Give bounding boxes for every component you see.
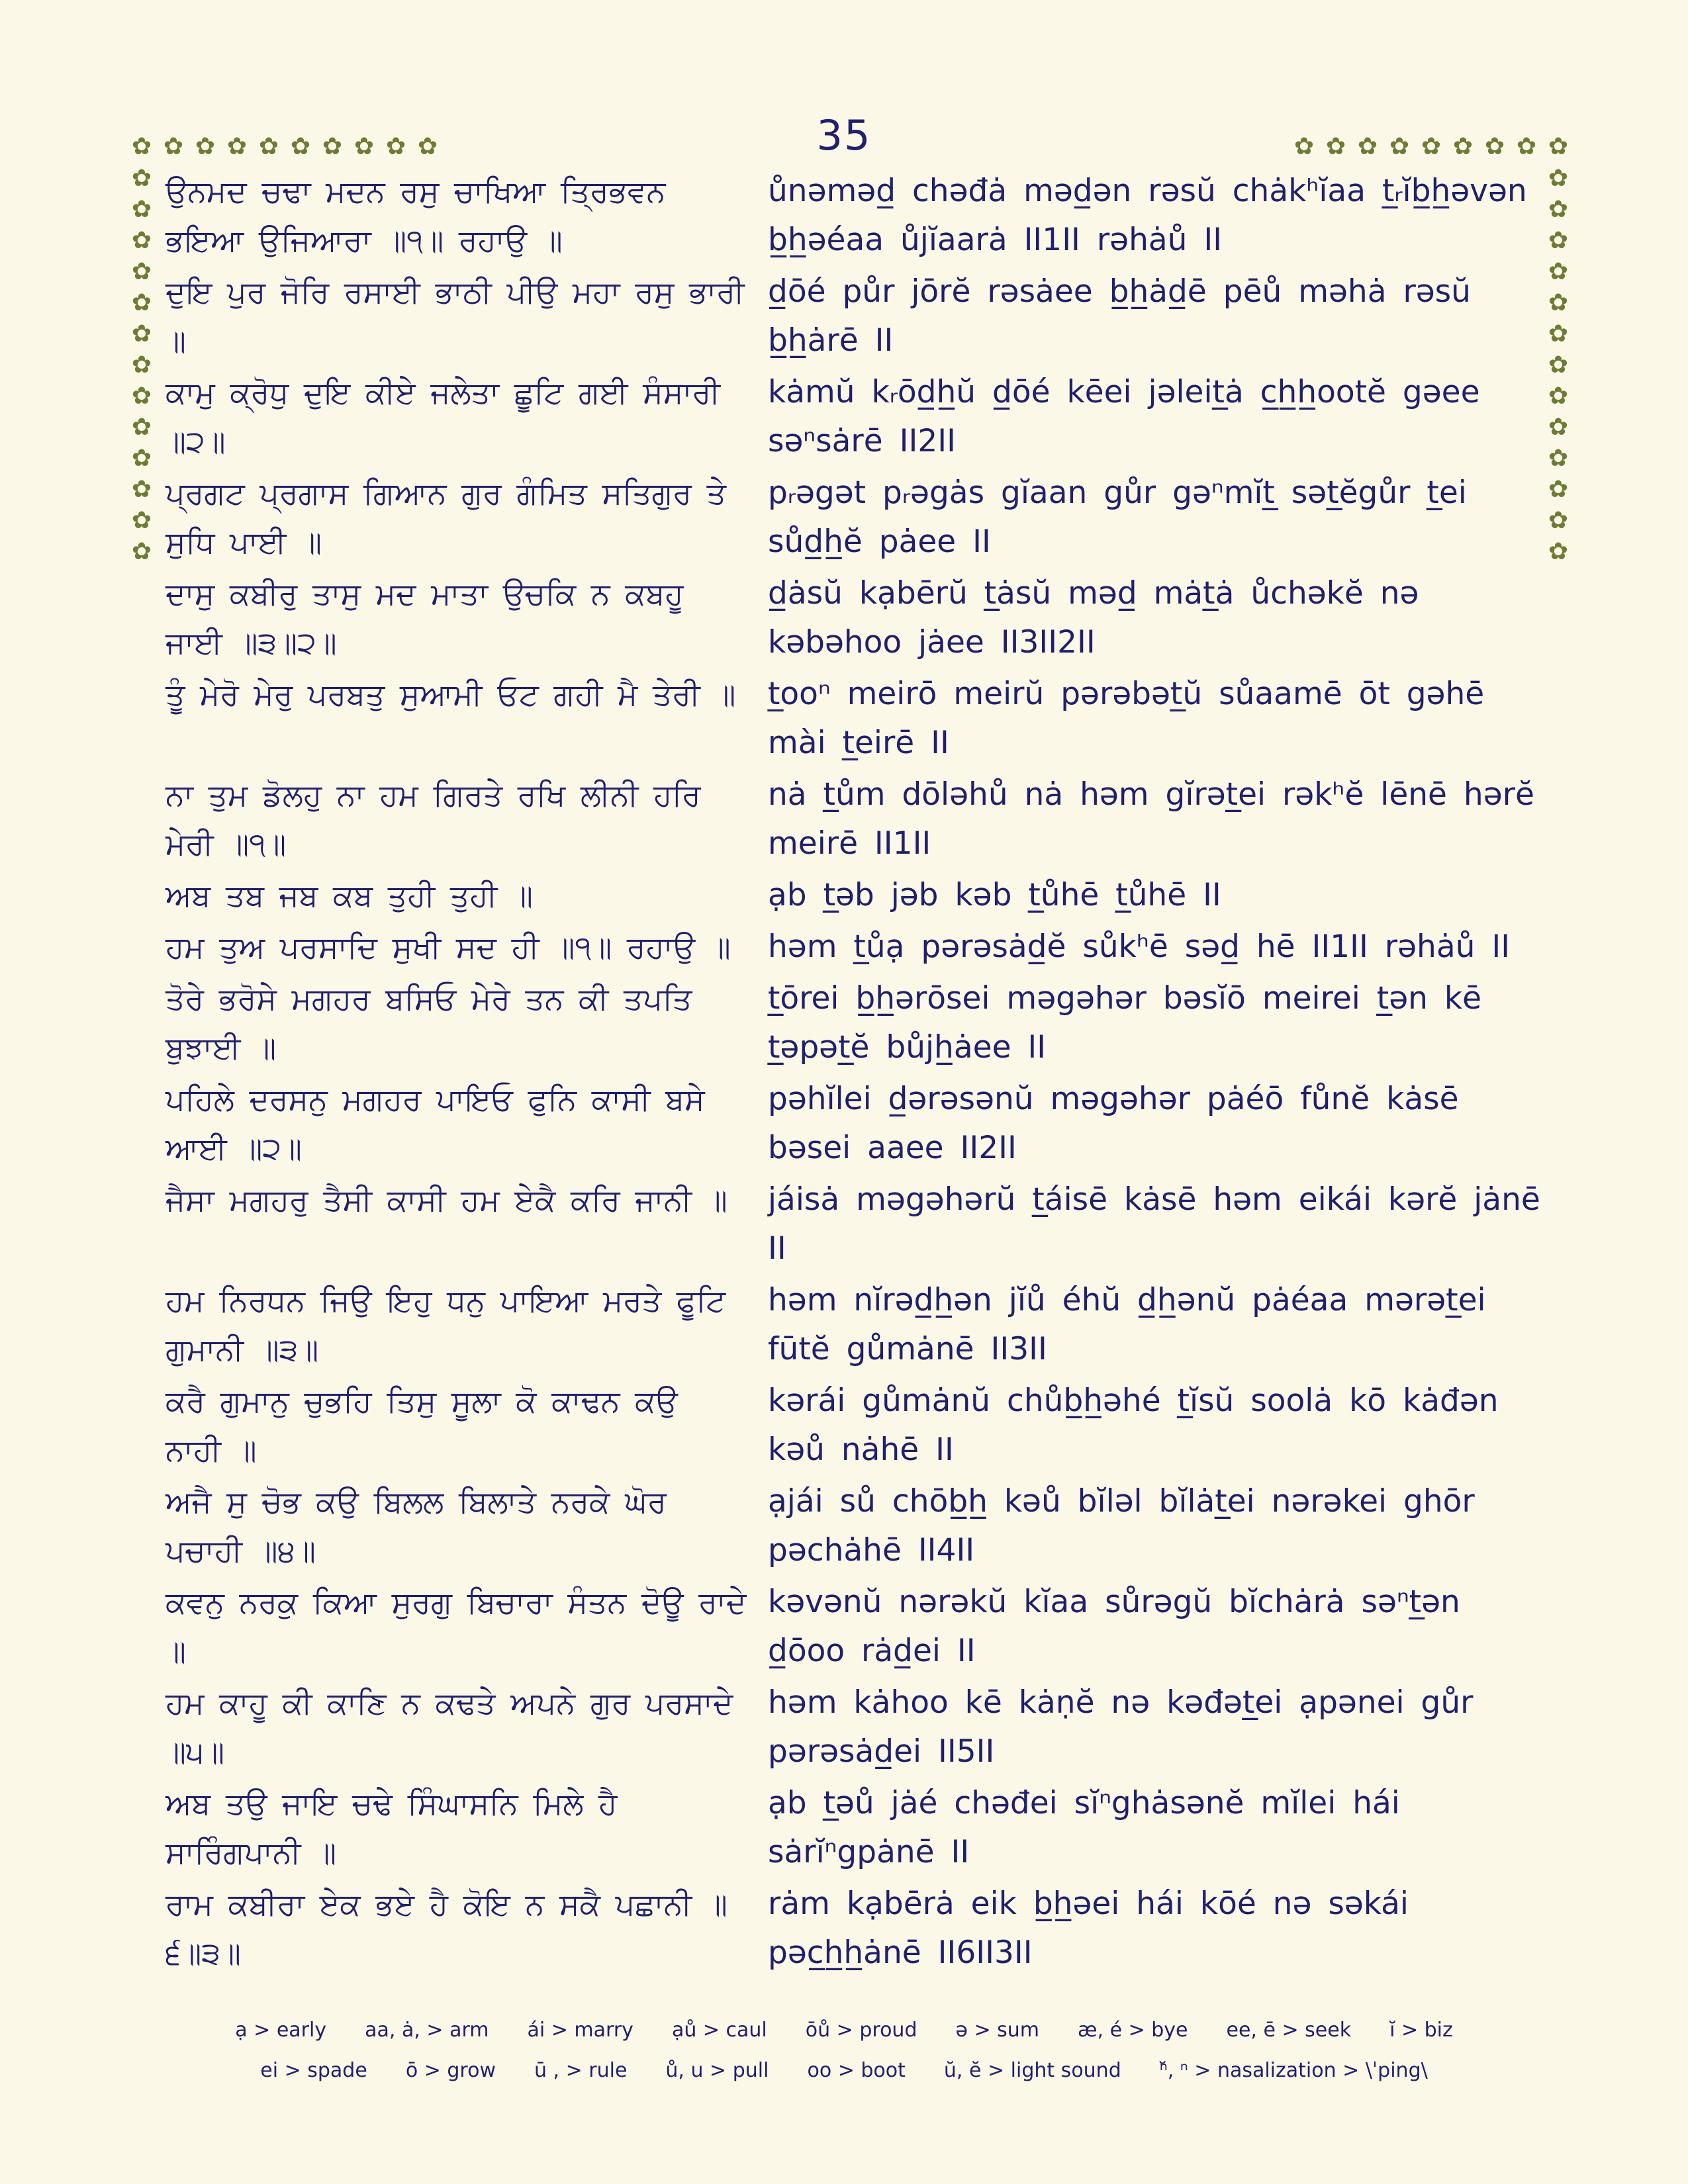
transliteration-text: kȧmŭ kᵣōd̲h̲ŭ d̲ōé kēei jəleit̲ȧ c̲h̲h̲ootĕ gəee səⁿsȧrē II2II — [768, 374, 1480, 459]
flower-border-left-column — [130, 167, 154, 564]
verse-row — [165, 1880, 1553, 1978]
flower-icon: ✿ — [163, 133, 184, 160]
page-number: 35 — [816, 111, 872, 159]
flower-icon: ✿ — [1484, 133, 1505, 160]
flower-icon: ✿ — [1548, 445, 1569, 472]
gurmukhi-text: ਅਬ ਤਬ ਜਬ ਕਬ ਤੁਹੀ ਤੁਹੀ ॥ — [165, 878, 534, 913]
gurmukhi-text: ਅਜੈ ਸੁ ਚੋਭ ਕਉ ਬਿਲਲ ਬਿਲਾਤੇ ਨਰਕੇ ਘੋਰ ਪਚਾਹੀ ॥੪॥ — [165, 1484, 667, 1569]
verse-row — [165, 1578, 1553, 1676]
verse-row — [165, 1276, 1553, 1374]
transliteration-text: ạb t̲əů jȧé chəđei sĭⁿghȧsənĕ mĭlei hái sȧrĭⁿgpȧnē II — [768, 1785, 1400, 1870]
gurmukhi-text: ਪ੍ਰਗਟ ਪ੍ਰਗਾਸ ਗਿਆਨ ਗੁਰ ਗੰਮਿਤ ਸਤਿਗੁਰ ਤੇ ਸੁਧਿ ਪਾਈ ॥ — [165, 475, 726, 560]
transliteration-text: ạb t̲əb jəb kəb t̲ůhē t̲ůhē II — [768, 877, 1221, 913]
key-item: æ, é > bye — [1078, 2019, 1188, 2042]
flower-icon: ✿ — [1548, 289, 1569, 316]
key-item: ū , > rule — [534, 2059, 628, 2082]
flower-icon: ✿ — [131, 476, 152, 503]
flower-icon: ✿ — [131, 196, 152, 223]
verse-row — [165, 167, 1553, 265]
verse-row — [165, 1477, 1553, 1575]
flower-icon: ✿ — [1548, 476, 1569, 503]
flower-icon: ✿ — [195, 133, 216, 160]
flower-icon: ✿ — [1548, 196, 1569, 223]
verse-row — [165, 1075, 1553, 1173]
flower-icon: ✿ — [1389, 133, 1410, 160]
key-item: ōů > proud — [805, 2019, 917, 2042]
transliteration-text: kərái gůmȧnŭ chůb̲h̲əhé t̲ĭsŭ soolȧ kō kȧđən kəů nȧhē II — [768, 1383, 1499, 1468]
key-item: ạů > caul — [671, 2019, 767, 2042]
flower-icon: ✿ — [131, 538, 152, 565]
flower-icon: ✿ — [1548, 133, 1569, 160]
flower-icon: ✿ — [1548, 320, 1569, 347]
gurmukhi-text: ਪਹਿਲੇ ਦਰਸਨੁ ਮਗਹਰ ਪਾਇਓ ਫੁਨਿ ਕਾਸੀ ਬਸੇ ਆਈ ॥੨॥ — [165, 1081, 705, 1166]
flower-icon: ✿ — [385, 133, 406, 160]
pronunciation-key-row-1 — [0, 2019, 1688, 2042]
transliteration-text: d̲ȧsŭ kạbērŭ t̲ȧsŭ məd̲ mȧt̲ȧ ůchəkĕ nə kəbəhoo jȧee II3II2II — [768, 575, 1419, 660]
pronunciation-key — [0, 2019, 1688, 2082]
key-item: ei > spade — [260, 2059, 367, 2082]
transliteration-text: kəvənŭ nərəkŭ kĭaa sůrəgŭ bĭchȧrȧ səⁿt̲ən d̲ōoo rȧd̲ei II — [768, 1584, 1460, 1669]
key-item: oo > boot — [807, 2059, 906, 2082]
flower-icon: ✿ — [1548, 538, 1569, 565]
flower-icon: ✿ — [1548, 507, 1569, 534]
gurmukhi-text: ਦੁਇ ਪੁਰ ਜੋਰਿ ਰਸਾਈ ਭਾਠੀ ਪੀਉ ਮਹਾ ਰਸੁ ਭਾਰੀ ॥ — [165, 274, 745, 359]
flower-icon: ✿ — [131, 351, 152, 379]
flower-icon: ✿ — [1452, 133, 1474, 160]
key-item: aa, ȧ, > arm — [365, 2019, 489, 2042]
transliteration-text: t̲ooⁿ meirō meirŭ pərəbət̲ŭ sůaamē ōt gəhē mài t̲eirē II — [768, 676, 1485, 761]
flower-icon: ✿ — [1421, 133, 1442, 160]
flower-icon: ✿ — [131, 320, 152, 347]
verse-table — [165, 167, 1553, 1978]
flower-icon: ✿ — [290, 133, 311, 160]
verse-row — [165, 569, 1553, 667]
flower-icon: ✿ — [131, 227, 152, 254]
verse-row — [165, 670, 1553, 768]
verse-row — [165, 1377, 1553, 1475]
transliteration-text: nȧ t̲ům dōləhů nȧ həm gĭrət̲ei rəkʰĕ lēnē hərĕ meirē II1II — [768, 776, 1534, 862]
gurmukhi-text: ਕਰੈ ਗੁਮਾਨੁ ਚੁਭਹਿ ਤਿਸੁ ਸੂਲਾ ਕੋ ਕਾਢਨ ਕਉ ਨਾਹੀ ॥ — [165, 1383, 678, 1468]
flower-border-top-right — [1292, 135, 1570, 159]
flower-icon: ✿ — [1357, 133, 1378, 160]
transliteration-text: pᵣəgət pᵣəgȧs gĭaan gůr gəⁿmĭt̲ sət̲ĕgůr t̲ei sůd̲h̲ĕ pȧee II — [768, 475, 1467, 560]
key-item: ee, ē > seek — [1226, 2019, 1352, 2042]
gurmukhi-text: ਤੂੰ ਮੇਰੋ ਮੇਰੁ ਪਰਬਤੁ ਸੁਆਮੀ ਓਟ ਗਹੀ ਮੈ ਤੇਰੀ ॥ — [165, 676, 736, 712]
flower-icon: ✿ — [1548, 351, 1569, 379]
gurmukhi-text: ਜੈਸਾ ਮਗਹਰੁ ਤੈਸੀ ਕਾਸੀ ਹਮ ਏਕੈ ਕਰਿ ਜਾਨੀ ॥ — [165, 1182, 727, 1218]
flower-icon: ✿ — [131, 445, 152, 472]
verse-row — [165, 871, 1553, 920]
flower-icon: ✿ — [417, 133, 438, 160]
verse-row — [165, 770, 1553, 868]
flower-icon: ✿ — [1516, 133, 1537, 160]
flower-icon: ✿ — [131, 414, 152, 441]
transliteration-text: t̲ōrei b̲h̲ərōsei məgəhər bəsĭō meirei t̲ən kē t̲əpət̲ĕ bůjh̲ȧee II — [768, 980, 1481, 1066]
flower-icon: ✿ — [131, 507, 152, 534]
key-item: ạ > early — [235, 2019, 327, 2042]
flower-icon: ✿ — [1293, 133, 1315, 160]
transliteration-text: ůnəməd̲ chəđȧ məd̲ən rəsŭ chȧkʰĭaa t̲ᵣĭb̲h̲əvən b̲h̲əéaa ůjĭaarȧ II1II rəhȧů II — [768, 173, 1527, 258]
gurmukhi-text: ਕਾਮੁ ਕ੍ਰੋਧੁ ਦੁਇ ਕੀਏ ਜਲੇਤਾ ਛੂਟਿ ਗਈ ਸੰਸਾਰੀ ॥੨॥ — [165, 375, 720, 459]
transliteration-text: həm kȧhoo kē kȧṇĕ nə kəđət̲ei ạpənei gůr pərəsȧd̲ei II5II — [768, 1684, 1474, 1770]
key-item: ĭ > biz — [1389, 2019, 1453, 2042]
flower-icon: ✿ — [1548, 227, 1569, 254]
key-item: ō > grow — [405, 2059, 496, 2082]
flower-icon: ✿ — [258, 133, 279, 160]
transliteration-text: həm nĭrəd̲h̲ən jĭů éhŭ d̲h̲ənŭ pȧéaa mərət̲ei fūtĕ gůmȧnē II3II — [768, 1282, 1486, 1367]
key-item: ŭ, ĕ > light sound — [943, 2059, 1121, 2082]
flower-icon: ✿ — [322, 133, 343, 160]
flower-icon: ✿ — [131, 258, 152, 285]
flower-icon: ✿ — [131, 165, 152, 192]
flower-icon: ✿ — [131, 133, 152, 160]
gurmukhi-text: ਕਵਨੁ ਨਰਕੁ ਕਿਆ ਸੁਰਗੁ ਬਿਚਾਰਾ ਸੰਤਨ ਦੋਊ ਰਾਦੇ ॥ — [165, 1584, 747, 1669]
flower-icon: ✿ — [1548, 383, 1569, 410]
gurmukhi-text: ਨਾ ਤੁਮ ਡੋਲਹੁ ਨਾ ਹਮ ਗਿਰਤੇ ਰਖਿ ਲੀਨੀ ਹਰਿ ਮੇਰੀ ॥੧॥ — [165, 777, 701, 862]
verse-row — [165, 469, 1553, 567]
flower-icon: ✿ — [131, 383, 152, 410]
flower-icon: ✿ — [1548, 414, 1569, 441]
transliteration-text: pəhĭlei d̲ərəsənŭ məgəhər pȧéō fůnĕ kȧsē bəsei aaee II2II — [768, 1081, 1459, 1166]
verse-row — [165, 1779, 1553, 1877]
key-item: ə > sum — [955, 2019, 1040, 2042]
transliteration-text: d̲ōé půr jōrĕ rəsȧee b̲h̲ȧd̲ē pēů məhȧ rəsŭ b̲h̲ȧrē II — [768, 273, 1471, 359]
verse-row — [165, 974, 1553, 1072]
verse-row — [165, 1175, 1553, 1273]
gurmukhi-text: ਰਾਮ ਕਬੀਰਾ ਏਕ ਭਏ ਹੈ ਕੋਇ ਨ ਸਕੈ ਪਛਾਨੀ ॥੬॥੩॥ — [165, 1886, 727, 1971]
verse-row — [165, 1678, 1553, 1776]
key-item: ⁿ̆, ⁿ > nasalization > \ˈping\ — [1159, 2059, 1428, 2082]
flower-icon: ✿ — [131, 289, 152, 316]
transliteration-text: həm t̲ůạ pərəsȧd̲ĕ sůkʰē səd̲ hē II1II rəhȧů II — [768, 929, 1511, 965]
flower-border-top-left — [130, 135, 440, 159]
flower-icon: ✿ — [1325, 133, 1346, 160]
flower-icon: ✿ — [353, 133, 375, 160]
transliteration-text: rȧm kạbērȧ eik b̲h̲əei hái kōé nə səkái pəc̲h̲h̲ȧnē II6II3II — [768, 1886, 1409, 1971]
pronunciation-key-row-2 — [0, 2059, 1688, 2082]
flower-icon: ✿ — [1548, 258, 1569, 285]
verse-row — [165, 267, 1553, 365]
gurmukhi-text: ਹਮ ਤੁਅ ਪਰਸਾਦਿ ਸੁਖੀ ਸਦ ਹੀ ॥੧॥ ਰਹਾਉ ॥ — [165, 929, 731, 965]
gurmukhi-text: ਹਮ ਕਾਹੂ ਕੀ ਕਾਣਿ ਨ ਕਢਤੇ ਅਪਨੇ ਗੁਰ ਪਰਸਾਦੇ ॥੫॥ — [165, 1685, 733, 1770]
verse-row — [165, 368, 1553, 466]
gurmukhi-text: ਤੋਰੇ ਭਰੋਸੇ ਮਗਹਰ ਬਸਿਓ ਮੇਰੇ ਤਨ ਕੀ ਤਪਤਿ ਬੁਝਾਈ ॥ — [165, 981, 692, 1066]
flower-icon: ✿ — [226, 133, 248, 160]
gurmukhi-text: ਹਮ ਨਿਰਧਨ ਜਿਉ ਇਹੁ ਧਨੁ ਪਾਇਆ ਮਰਤੇ ਫੂਟਿ ਗੁਮਾਨੀ ॥੩॥ — [165, 1283, 726, 1367]
gurmukhi-text: ਅਬ ਤਉ ਜਾਇ ਚਢੇ ਸਿੰਘਾਸਨਿ ਮਿਲੇ ਹੈ ਸਾਰਿੰਗਪਾਨੀ ॥ — [165, 1786, 618, 1870]
verse-row — [165, 923, 1553, 972]
key-item: ái > marry — [527, 2019, 633, 2042]
transliteration-text: ạjái sů chōb̲h̲ kəů bĭləl bĭlȧt̲ei nərəkei ghōr pəchȧhē II4II — [768, 1483, 1475, 1569]
flower-icon: ✿ — [1548, 165, 1569, 192]
gurmukhi-text: ਉਨਮਦ ਚਢਾ ਮਦਨ ਰਸੁ ਚਾਖਿਆ ਤ੍ਰਿਭਵਨ ਭਇਆ ਉਜਿਆਰਾ ॥੧॥ ਰਹਾਉ ॥ — [165, 173, 666, 258]
transliteration-text: jáisȧ məgəhərŭ t̲áisē kȧsē həm eikái kərĕ jȧnē II — [768, 1181, 1540, 1267]
gurmukhi-text: ਦਾਸੁ ਕਬੀਰੁ ਤਾਸੁ ਮਦ ਮਾਤਾ ਉਚਕਿ ਨ ਕਬਹੂ ਜਾਈ ॥੩॥੨॥ — [165, 576, 684, 660]
key-item: ů, u > pull — [665, 2059, 769, 2082]
